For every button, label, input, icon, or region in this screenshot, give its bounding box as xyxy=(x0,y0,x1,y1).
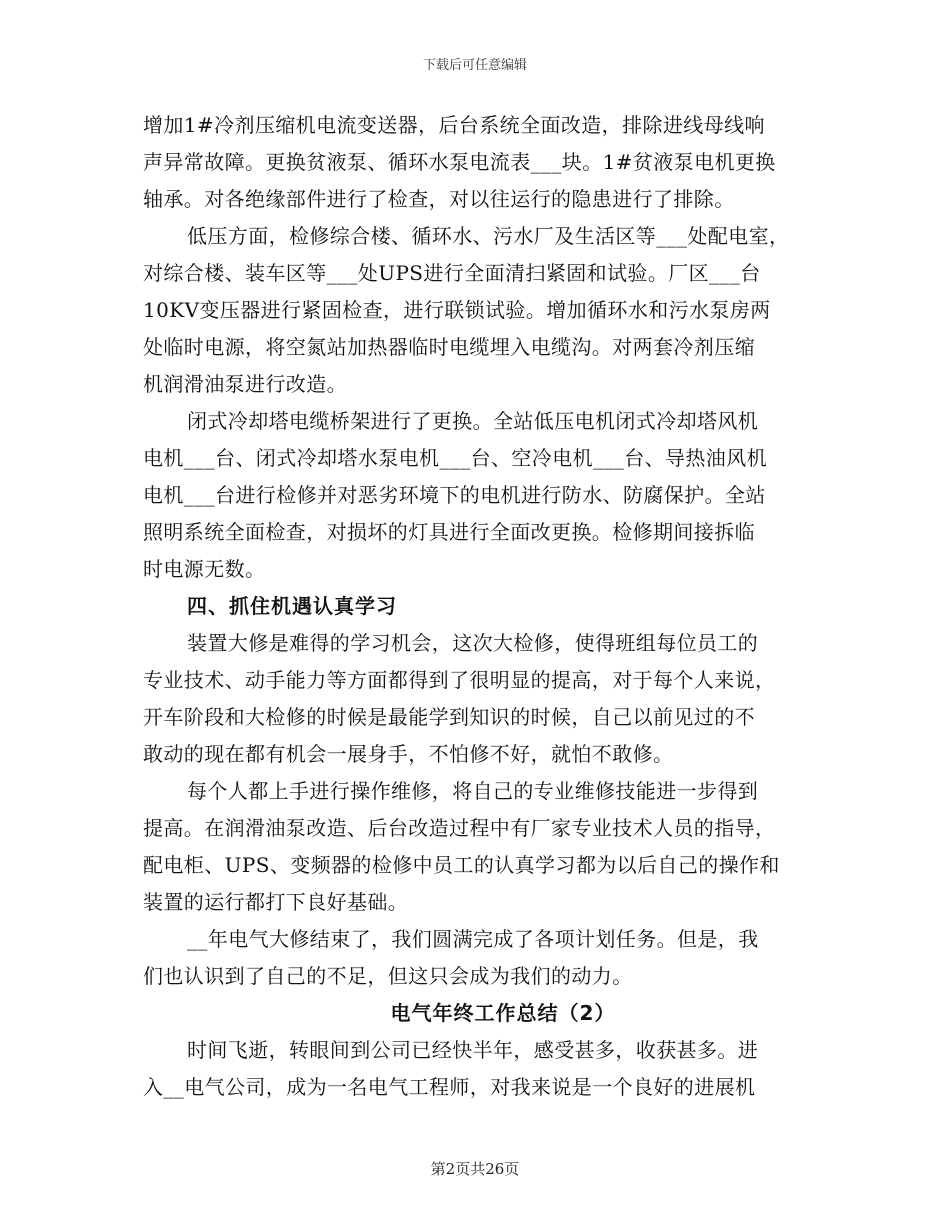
document-title: 电气年终工作总结（2） xyxy=(390,1001,616,1025)
body-line: 电机___台进行检修并对恶劣环境下的电机进行防水、防腐保护。全站 xyxy=(143,483,766,507)
page-header-note: 下载后可任意编辑 xyxy=(422,58,527,73)
body-line: 轴承。对各绝缘部件进行了检查，对以往运行的隐患进行了排除。 xyxy=(143,187,735,211)
body-line: 照明系统全面检查，对损坏的灯具进行全面改更换。检修期间接拆临 xyxy=(143,520,755,544)
body-line: 电机___台、闭式冷却塔水泵电机___台、空冷电机___台、导热油风机 xyxy=(143,446,767,470)
section-heading: 四、抓住机遇认真学习 xyxy=(187,594,397,618)
body-line: 开车阶段和大检修的时候是最能学到知识的时候，自己以前见过的不 xyxy=(143,705,755,729)
body-line: 机润滑油泵进行改造。 xyxy=(143,372,347,396)
paragraph-start-line: __年电气大修结束了，我们圆满完成了各项计划任务。但是，我 xyxy=(187,927,759,951)
body-line: 敢动的现在都有机会一展身手，不怕修不好，就怕不敢修。 xyxy=(143,742,674,766)
document-body xyxy=(143,107,815,1106)
paragraph-start-line: 闭式冷却塔电缆桥架进行了更换。全站低压电机闭式冷却塔风机 xyxy=(187,409,759,433)
body-line: 配电柜、UPS、变频器的检修中员工的认真学习都为以后自己的操作和 xyxy=(143,853,780,877)
body-line: 增加1#冷剂压缩机电流变送器，后台系统全面改造，排除进线母线响 xyxy=(143,113,765,137)
page-number: 第2页共26页 xyxy=(430,1160,520,1178)
body-line: 处临时电源，将空氮站加热器临时电缆埋入电缆沟。对两套冷剂压缩 xyxy=(143,335,755,359)
body-line: 声异常故障。更换贫液泵、循环水泵电流表___块。1#贫液泵电机更换 xyxy=(143,150,776,174)
body-line: 装置的运行都打下良好基础。 xyxy=(143,890,409,914)
body-line: 入__电气公司，成为一名电气工程师，对我来说是一个良好的进展机 xyxy=(143,1075,756,1099)
body-line: 提高。在润滑油泵改造、后台改造过程中有厂家专业技术人员的指导， xyxy=(143,816,776,840)
paragraph-start-line: 时间飞逝，转眼间到公司已经快半年，感受甚多，收获甚多。进 xyxy=(187,1038,759,1062)
paragraph-start-line: 低压方面，检修综合楼、循环水、污水厂及生活区等___处配电室， xyxy=(187,224,790,248)
paragraph-start-line: 装置大修是难得的学习机会，这次大检修，使得班组每位员工的 xyxy=(187,631,759,655)
body-line: 对综合楼、装车区等___处UPS进行全面清扫紧固和试验。厂区___台 xyxy=(143,261,761,285)
paragraph-start-line: 每个人都上手进行操作维修，将自己的专业维修技能进一步得到 xyxy=(187,779,759,803)
body-line: 专业技术、动手能力等方面都得到了很明显的提高，对于每个人来说， xyxy=(143,668,776,692)
body-line: 时电源无数。 xyxy=(143,557,266,581)
body-line: 们也认识到了自己的不足，但这只会成为我们的动力。 xyxy=(143,964,633,988)
body-line: 10KV变压器进行紧固检查，进行联锁试验。增加循环水和污水泵房两 xyxy=(143,298,771,322)
